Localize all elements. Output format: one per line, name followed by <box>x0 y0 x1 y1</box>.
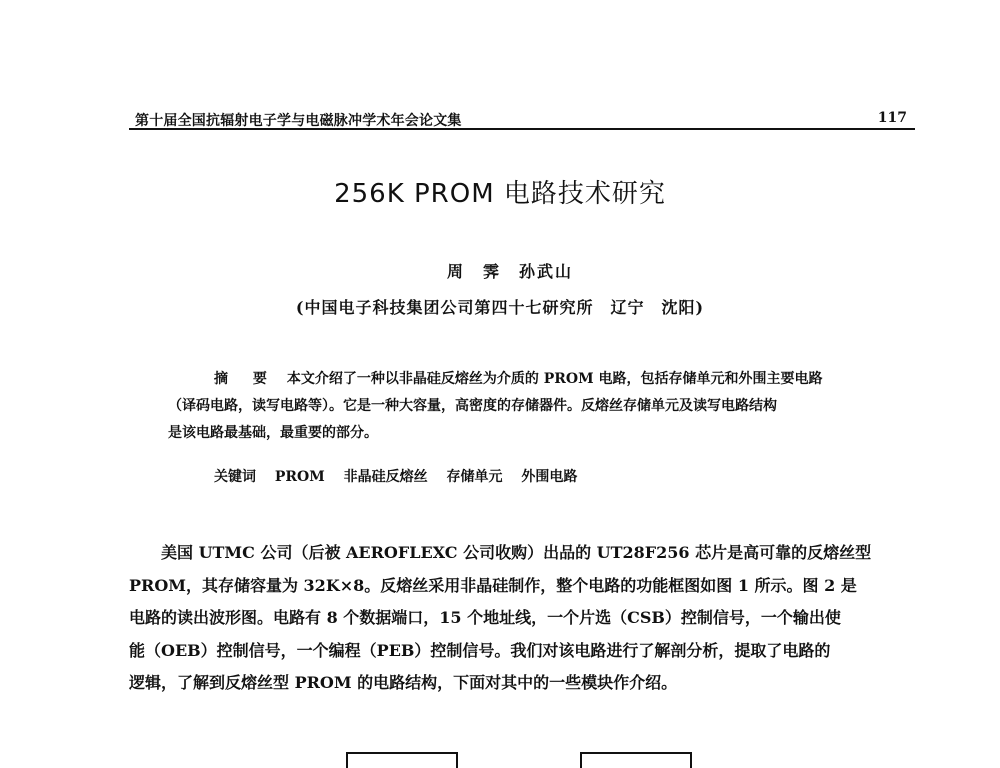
abstract-label: 摘 要 <box>214 371 277 387</box>
abstract-line: 是该电路最基础，最重要的部分。 <box>168 425 378 441</box>
abstract-line <box>168 366 868 393</box>
abstract <box>168 366 868 447</box>
body-line: 电路的读出波形图。电路有 8 个数据端口，15 个地址线，一个片选（CSB）控制信号，一个输出使 <box>129 608 841 627</box>
paper-title: 256K PROM 电路技术研究 <box>334 179 666 209</box>
body-line: 能（OEB）控制信号，一个编程（PEB）控制信号。我们对该电路进行了解剖分析，提取了电路的 <box>129 640 831 660</box>
affiliation: (中国电子科技集团公司第四十七研究所 辽宁 沈阳) <box>295 298 705 317</box>
figure-block-left <box>346 752 458 768</box>
page-number: 117 <box>877 110 907 126</box>
keyword-item: 存储单元 <box>446 469 503 485</box>
body-line: 美国 UTMC 公司（后被 AEROFLEXC 公司收购）出品的 UT28F256 芯片是高可靠的反熔丝型 <box>161 543 872 562</box>
keyword-item: 外围电路 <box>521 469 578 485</box>
header-rule <box>129 128 915 130</box>
abstract-text: 本文介绍了一种以非晶硅反熔丝为介质的 PROM 电路，包括存储单元和外围主要电路 <box>286 371 823 387</box>
keyword-item: PROM <box>274 469 325 485</box>
journal-name: 第十届全国抗辐射电子学与电磁脉冲学术年会论文集 <box>135 113 462 129</box>
body-paragraph <box>129 537 913 700</box>
body-line: PROM，其存储容量为 32K×8。反熔丝采用非晶硅制作，整个电路的功能框图如图 1 所示。图 2 是 <box>129 575 857 595</box>
abstract-line: （译码电路，读写电路等）。它是一种大容量，高密度的存储器件。反熔丝存储单元及读写电路结构 <box>168 398 777 414</box>
running-header <box>129 108 915 130</box>
keywords <box>214 466 591 486</box>
keyword-item: 非晶硅反熔丝 <box>343 469 428 485</box>
keywords-label: 关键词 <box>214 469 256 485</box>
body-line: 逻辑，了解到反熔丝型 PROM 的电路结构，下面对其中的一些模块作介绍。 <box>129 673 678 692</box>
figure-block-right <box>580 752 692 768</box>
authors: 周 霁 孙武山 <box>446 262 573 281</box>
